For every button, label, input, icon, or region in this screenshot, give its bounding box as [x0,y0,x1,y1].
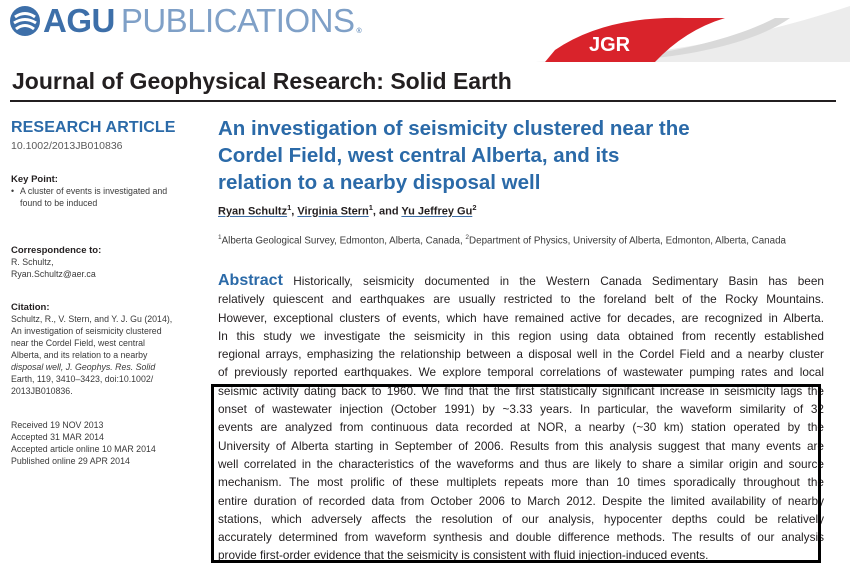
key-point-text [11,185,193,209]
brand-registered-mark: ® [356,28,362,35]
author-affiliation-mark: 1 [368,203,373,212]
correspondence-name: R. Schultz, [11,257,54,267]
agu-logo [8,2,362,40]
abstract-line: stations, which adversely affects the resolution of our analysis, hypocenter depths could be relatively [218,511,824,526]
article-type: RESEARCH ARTICLE [11,119,176,136]
author-name[interactable]: Yu Jeffrey Gu [401,205,473,218]
jgr-badge [535,0,850,62]
correspondence-text [11,256,193,280]
doi: 10.1002/2013JB010836 [11,140,123,152]
abstract-line: relatively quiescent and earthquakes are usually restricted to the foreland belt of the Rocky Mountains. [218,292,824,307]
title-line: An investigation of seismicity clustered near the [218,117,690,140]
abstract-line: events are analyzed from continuous data recorded at NOR, a nearby (~30 km) station operated by the [218,420,824,435]
abstract-line: regional arrays, emphasizing the relationship between a disposal well in the Cordel Field and a nearby cluster [218,347,824,362]
received-date: Received 19 NOV 2013 [11,420,104,430]
abstract-line: of previously reported earthquakes. We explore temporal correlations of wastewater pumping rates and local [218,365,824,380]
citation-line: Schultz, R., V. Stern, and Y. J. Gu (2014), [11,314,173,324]
citation-line: Earth, 119, 3410–3423, doi:10.1002/ [11,374,154,384]
abstract-line: entire duration of recorded data from October 2006 to March 2012. Despite the limited availability of nearby [218,493,824,508]
key-point-line: A cluster of events is investigated and [20,186,168,196]
sidebar [11,118,193,467]
abstract-line: provide first-order evidence that the seismicity is consistent with fluid injection-induced events. [218,548,709,563]
citation-heading: Citation: [11,302,50,313]
citation-line: An investigation of seismicity clustered [11,326,162,336]
citation-text [11,313,193,397]
agu-globe-icon [8,4,42,38]
title-line: Cordel Field, west central Alberta, and its [218,144,620,167]
author-separator: , and [372,205,402,218]
abstract-line: mechanism. The most prolific of these multiplets repeats more than 10 times sporadically throughout the [218,475,824,490]
abstract-line: However, exceptional clusters of events, which have remained active for decades, are recognized in Alberta. [218,310,824,325]
key-point-heading: Key Point: [11,174,58,185]
citation-line: Alberta, and its relation to a nearby [11,350,148,360]
journal-title: Journal of Geophysical Research: Solid Earth [12,68,512,94]
dates [11,419,193,467]
author-name[interactable]: Ryan Schultz [218,205,288,218]
correspondence-heading: Correspondence to: [11,245,102,256]
affiliations [218,234,786,246]
author-affiliation-mark: 1 [287,203,292,212]
key-point-line: found to be induced [20,198,98,208]
header-divider [10,100,836,102]
author-separator: , [291,205,298,218]
brand-agu: AGU [43,2,115,39]
abstract-line: In this study we investigate the seismicity in this region using data obtained from recently established [218,328,824,343]
jgr-label: JGR [589,34,631,56]
author-affiliation-mark: 2 [472,203,477,212]
affiliation-2: Department of Physics, University of Alberta, Edmonton, Alberta, Canada [469,235,786,247]
affiliation-1: Alberta Geological Survey, Edmonton, Alberta, Canada, [221,235,466,247]
abstract-line: well correlated in the characteristics of the waveforms and thus are likely to share a similar origin and source [218,456,824,471]
accepted-date: Accepted 31 MAR 2014 [11,432,104,442]
abstract-line: accurately determined from waveform synthesis and double difference methods. The results of our analysis [218,530,824,545]
citation-line: 2013JB010836. [11,386,73,396]
author-name[interactable]: Virginia Stern [297,205,369,218]
abstract-line: University of Alberta starting in September of 2006. Results from this analysis suggest that many events are [218,438,824,453]
article-title [218,115,778,196]
abstract-line: onset of wastewater injection (October 1991) by ~3.33 years. In particular, the waveform similarity of 32 [218,402,824,417]
published-online-date: Published online 29 APR 2014 [11,456,130,466]
title-line: relation to a nearby disposal well [218,171,541,194]
correspondence-email[interactable]: Ryan.Schultz@aer.ca [11,269,96,279]
affiliation-mark: 1 [218,234,222,241]
accepted-online-date: Accepted article online 10 MAR 2014 [11,444,156,454]
bullet-icon: • [11,186,15,196]
citation-line: disposal well, J. Geophys. Res. Solid [11,362,156,372]
affiliation-mark: 2 [465,234,470,241]
abstract-heading: Abstract [218,272,283,289]
brand-publications: PUBLICATIONS [120,2,355,39]
abstract-line: seismic activity dating back to 1960. We find that the first statistically significant increase in seismicity lags the [218,383,824,398]
citation-line: near the Cordel Field, west central [11,338,145,348]
highlight-box [211,384,821,563]
abstract-line: Historically, seismicity documented in the Western Canada Sedimentary Basin has been [282,274,824,288]
author-list [218,203,477,218]
